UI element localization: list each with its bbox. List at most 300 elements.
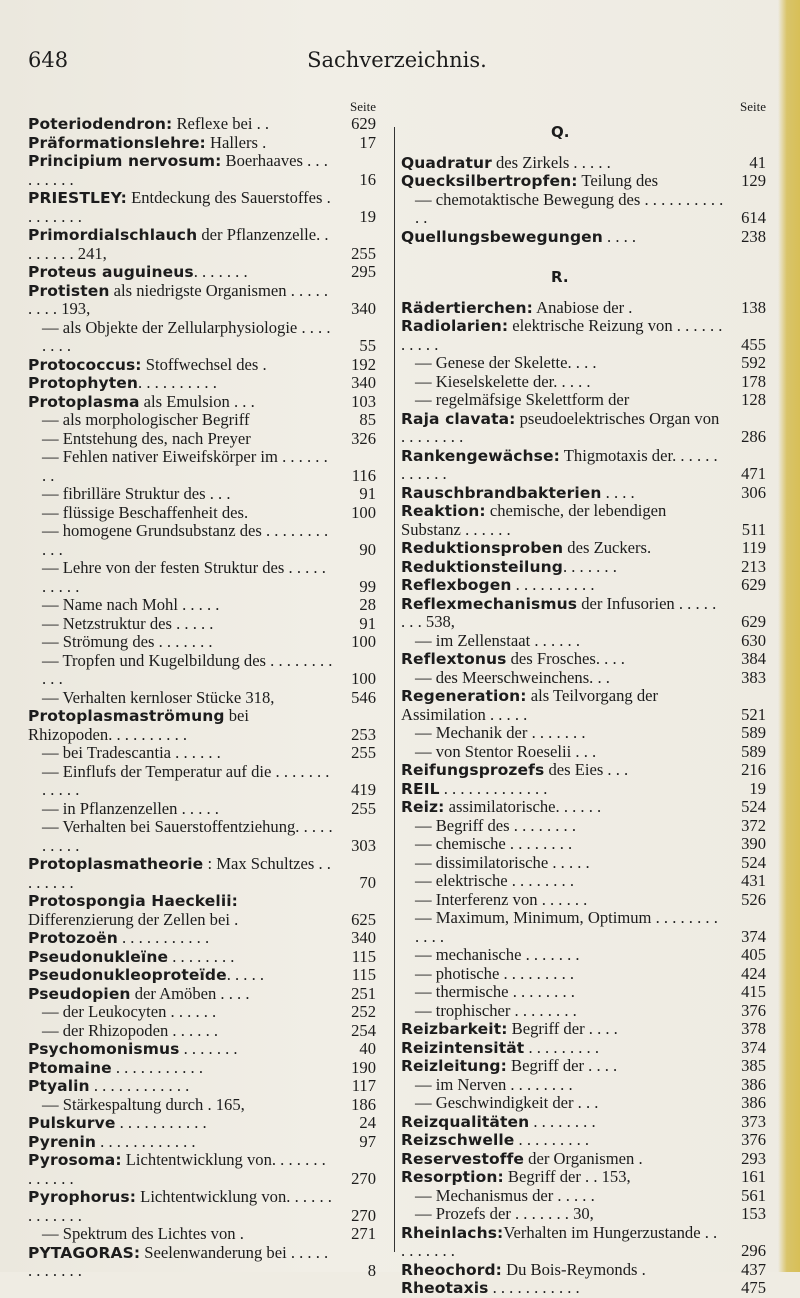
- index-entry: [28, 263, 376, 282]
- entry-page-number: 161: [741, 1167, 766, 1186]
- entry-page-number: 386: [741, 1074, 766, 1094]
- index-entry: [28, 744, 376, 763]
- entry-keyword: Quellungsbewegungen: [401, 227, 603, 246]
- entry-keyword: Ptyalin: [28, 1077, 90, 1095]
- entry-page-number: 286: [741, 427, 766, 446]
- entry-text: [28, 1077, 376, 1096]
- entry-description: — Prozefs der . . . . . . . 30,: [415, 1204, 594, 1223]
- index-entry: [28, 1077, 376, 1096]
- index-entry: [401, 909, 766, 946]
- entry-page-number: 253: [351, 724, 376, 744]
- entry-keyword: Rädertierchen:: [401, 298, 533, 317]
- index-entry: [28, 1040, 376, 1059]
- entry-description: — homogene Grundsubstanz des . . . . . . . . . . .: [42, 521, 329, 559]
- entry-page-number: 91: [359, 484, 376, 503]
- entry-description: — Einflufs der Temperatur auf die . . . . . . . . . . . .: [42, 761, 330, 799]
- entry-text: [401, 835, 766, 854]
- entry-description: chemische, der lebendigen Substanz . . . . . .: [401, 501, 667, 539]
- entry-keyword: Pyrophorus:: [28, 1188, 137, 1206]
- entry-description: — Spektrum des Lichtes von .: [42, 1224, 244, 1243]
- index-entry: [28, 1188, 376, 1225]
- entry-description: — bei Tradescantia . . . . . .: [42, 743, 221, 762]
- entry-page-number: 340: [351, 928, 376, 947]
- entry-description: — mechanische . . . . . . .: [415, 945, 580, 964]
- entry-page-number: 630: [741, 630, 766, 650]
- entry-page-number: 254: [351, 1020, 376, 1040]
- entry-text: [401, 891, 766, 910]
- entry-page-number: 100: [351, 502, 376, 522]
- entry-description: . . . . . . . . .: [524, 1037, 599, 1057]
- entry-keyword: Psychomonismus: [28, 1040, 180, 1058]
- entry-description: . . . . . . . . . . .: [488, 1278, 580, 1297]
- index-entry: [28, 1114, 376, 1133]
- index-entry: [28, 948, 376, 967]
- index-entry: [28, 485, 376, 504]
- entry-text: [28, 615, 376, 634]
- entry-description: der Infusorien . . . . . . . . 538,: [401, 593, 717, 631]
- index-entry: [401, 687, 766, 724]
- entry-page-number: 55: [359, 336, 376, 355]
- entry-page-number: 589: [741, 741, 766, 761]
- index-entry: [401, 317, 766, 354]
- right-column: [401, 98, 766, 1298]
- entry-page-number: 128: [741, 390, 766, 409]
- entry-page-number: 129: [741, 171, 766, 190]
- index-entry: [28, 134, 376, 153]
- entry-text: [401, 228, 766, 247]
- entry-keyword: Protoplasma: [28, 392, 140, 411]
- entry-page-number: 326: [351, 428, 376, 448]
- entry-page-number: 16: [359, 169, 376, 189]
- index-entry: [28, 319, 376, 356]
- entry-keyword: Protophyten: [28, 374, 139, 392]
- entry-description: der Pflanzenzelle. . . . . . . . 241,: [28, 225, 329, 263]
- entry-text: [401, 373, 766, 392]
- entry-text: [401, 780, 766, 799]
- entries-q: [401, 154, 766, 247]
- entry-description: . . . . . . . . .: [514, 1130, 590, 1149]
- entry-text: [28, 374, 376, 393]
- entry-description: Anabiose der .: [532, 297, 633, 317]
- index-entry: [28, 1151, 376, 1188]
- entry-text: [28, 1003, 376, 1022]
- entry-page-number: 373: [741, 1111, 766, 1131]
- entry-description: . . . . . . . . . . .: [117, 928, 210, 947]
- entry-description: — Geschwindigkeit der . . .: [415, 1093, 599, 1112]
- index-entry: [401, 1131, 766, 1150]
- column-header-seite: Seite: [350, 99, 376, 114]
- entry-keyword: Quecksilbertropfen:: [401, 172, 578, 190]
- entry-description: des Eies . . .: [544, 760, 629, 779]
- entry-page-number: 390: [741, 834, 766, 853]
- entry-description: . . . . . . .: [193, 262, 248, 281]
- entry-text: [28, 522, 376, 559]
- entry-keyword: Pseudopien: [28, 984, 131, 1003]
- entry-description: — Verhalten bei Sauerstoffentziehung. . . . . . . . . .: [42, 817, 333, 855]
- index-entry: [28, 855, 376, 892]
- entry-keyword: Protospongia Haeckelii:: [28, 892, 238, 910]
- index-entry: [28, 818, 376, 855]
- entry-keyword: Pyrosoma:: [28, 1151, 122, 1169]
- index-entry: [401, 1113, 766, 1132]
- index-entry: [401, 946, 766, 965]
- entry-keyword: Reizqualitäten: [401, 1112, 530, 1131]
- index-entry: [28, 189, 376, 226]
- entry-text: [401, 1020, 766, 1039]
- entry-page-number: 28: [359, 595, 376, 614]
- entry-text: [401, 909, 766, 946]
- entry-page-number: 270: [351, 1205, 376, 1225]
- entry-page-number: 471: [741, 464, 766, 483]
- entry-description: Teilung des: [577, 171, 659, 190]
- entry-text: [401, 502, 766, 539]
- entry-page-number: 303: [351, 835, 376, 855]
- entry-description: . . . . . . .: [179, 1039, 238, 1058]
- entry-text: [401, 946, 766, 965]
- entry-text: [401, 576, 766, 595]
- entry-description: — des Meerschweinchens. . .: [415, 667, 610, 687]
- entry-page-number: 629: [351, 114, 376, 133]
- entry-page-number: 251: [351, 983, 376, 1003]
- entry-description: . . . . . . . .: [168, 946, 235, 966]
- entry-description: Seelenwanderung bei . . . . . . . . . . . .: [28, 1242, 329, 1280]
- entry-text: [28, 707, 376, 744]
- entry-text: [28, 319, 376, 356]
- entry-text: [28, 763, 376, 800]
- index-entry: [401, 1076, 766, 1095]
- entry-description: — chemotaktische Bewegung des . . . . . . . . . . . .: [415, 189, 724, 227]
- entry-page-number: 546: [351, 687, 376, 707]
- index-entry: [28, 374, 376, 393]
- entry-keyword: Reduktionsproben: [401, 539, 564, 557]
- entry-description: . . . . . . . . . . . . .: [439, 778, 548, 798]
- entry-description: Du Bois-Reymonds .: [501, 1259, 646, 1279]
- index-entry: [401, 595, 766, 632]
- entry-text: [28, 892, 376, 929]
- column-divider: [394, 127, 395, 1252]
- index-entry: [401, 354, 766, 373]
- entry-description: bei Rhizopoden. . . . . . . . . .: [28, 706, 249, 744]
- index-entry: [401, 1039, 766, 1058]
- index-entry: [28, 522, 376, 559]
- entry-keyword: Reaktion:: [401, 502, 486, 520]
- index-entry: [28, 800, 376, 819]
- entry-text: [401, 484, 766, 503]
- index-entry: [401, 1187, 766, 1206]
- entry-page-number: 85: [359, 410, 376, 429]
- entry-text: [401, 1094, 766, 1113]
- running-header: [28, 48, 766, 78]
- entry-page-number: 41: [749, 152, 766, 172]
- entry-description: — als Objekte der Zellularphysiologie . . . . . . . .: [42, 317, 331, 355]
- entry-description: . . . . . . . . . .: [511, 575, 595, 594]
- index-entry: [401, 576, 766, 595]
- entry-description: — elektrische . . . . . . . .: [415, 871, 574, 890]
- entry-text: [28, 689, 376, 708]
- index-entry: [401, 632, 766, 651]
- entry-text: [28, 485, 376, 504]
- index-entry: [28, 282, 376, 319]
- entry-page-number: 8: [367, 1261, 376, 1280]
- entry-description: assimilatorische. . . . . .: [444, 797, 602, 816]
- entry-page-number: 90: [359, 539, 376, 559]
- entry-description: — Mechanik der . . . . . . .: [415, 723, 586, 742]
- entry-page-number: 296: [741, 1241, 766, 1260]
- index-entry: [28, 448, 376, 485]
- entry-description: als Teilvorgang der Assimilation . . . . .: [401, 686, 659, 724]
- entry-text: [401, 761, 766, 780]
- index-entry: [401, 1279, 766, 1298]
- column-header-seite: Seite: [740, 99, 766, 114]
- entry-text: [401, 410, 766, 447]
- entry-description: . . . . .: [226, 965, 265, 984]
- entry-description: . . . . . . . . . . .: [115, 1113, 207, 1132]
- entry-text: [401, 1205, 766, 1224]
- entry-description: . . . . . . . . . . . .: [89, 1076, 190, 1095]
- entry-page-number: 119: [741, 538, 766, 557]
- entry-text: [28, 652, 376, 689]
- entry-page-number: 271: [351, 1224, 376, 1243]
- entry-keyword: Regeneration:: [401, 687, 527, 705]
- index-entry: [401, 835, 766, 854]
- index-entry: [401, 1057, 766, 1076]
- entry-keyword: Radiolarien:: [401, 317, 509, 335]
- entry-page-number: 378: [741, 1019, 766, 1038]
- entry-keyword: Protococcus:: [28, 355, 142, 374]
- entry-text: [401, 1168, 766, 1187]
- entry-text: [401, 632, 766, 651]
- index-entry: [28, 152, 376, 189]
- entry-description: — chemische . . . . . . . .: [415, 834, 573, 853]
- entry-text: [401, 669, 766, 688]
- entry-text: [28, 263, 376, 282]
- entry-page-number: 103: [351, 391, 376, 411]
- entry-page-number: 186: [351, 1094, 376, 1114]
- entry-text: [28, 1133, 376, 1152]
- entry-page-number: 255: [351, 243, 376, 263]
- entry-keyword: Reifungsprozefs: [401, 761, 545, 779]
- entry-keyword: PYTAGORAS:: [28, 1243, 141, 1262]
- index-entry: [401, 780, 766, 799]
- entry-text: [401, 650, 766, 669]
- entry-text: [28, 744, 376, 763]
- entry-keyword: Reduktionsteilung: [401, 557, 563, 576]
- entry-description: . . . . . . . . . . .: [111, 1057, 203, 1077]
- entry-keyword: Principium nervosum:: [28, 152, 222, 170]
- index-entry: [28, 1096, 376, 1115]
- index-entry: [28, 504, 376, 523]
- entry-keyword: Raja clavata:: [401, 409, 516, 428]
- entry-description: Begriff der . . . .: [506, 1056, 618, 1075]
- entry-description: — thermische . . . . . . . .: [415, 982, 575, 1001]
- entry-page-number: 415: [741, 982, 766, 1001]
- entry-description: Stoffwechsel des .: [141, 354, 267, 374]
- entry-description: Thigmotaxis der. . . . . . . . . . . .: [401, 445, 718, 483]
- entry-keyword: Reizbarkeit:: [401, 1020, 508, 1038]
- index-entry: [401, 299, 766, 318]
- entry-page-number: 374: [741, 926, 766, 946]
- entry-page-number: 383: [741, 667, 766, 687]
- entry-page-number: 19: [749, 778, 766, 798]
- entry-text: [401, 354, 766, 373]
- entry-text: [401, 1057, 766, 1076]
- entry-text: [28, 115, 376, 134]
- index-entry: [28, 763, 376, 800]
- entry-text: [28, 985, 376, 1004]
- index-entry: [401, 558, 766, 577]
- entry-description: Reflexe bei . .: [172, 114, 270, 133]
- entry-page-number: 115: [351, 946, 376, 966]
- index-entry: [28, 559, 376, 596]
- entry-text: [401, 1039, 766, 1058]
- entry-text: [28, 411, 376, 430]
- entry-text: [28, 929, 376, 948]
- entry-keyword: Pulskurve: [28, 1114, 116, 1132]
- entry-text: [28, 818, 376, 855]
- entry-page-number: 384: [741, 649, 766, 668]
- entry-text: [401, 798, 766, 817]
- entry-page-number: 340: [351, 373, 376, 392]
- entry-keyword: Reizschwelle: [401, 1131, 515, 1149]
- entry-page-number: 19: [359, 206, 376, 226]
- entry-keyword: Protozoën: [28, 929, 118, 947]
- entry-keyword: Präformationslehre:: [28, 133, 206, 152]
- entry-keyword: REIL: [401, 779, 440, 798]
- entry-keyword: Rheotaxis: [401, 1279, 489, 1297]
- index-entry: [401, 484, 766, 503]
- entry-description: . . . . . . .: [562, 556, 617, 576]
- entry-text: [28, 393, 376, 412]
- index-entry: [28, 1244, 376, 1281]
- entry-keyword: PRIESTLEY:: [28, 189, 127, 207]
- entry-text: [401, 1131, 766, 1150]
- entry-description: — Begriff des . . . . . . . .: [415, 815, 577, 835]
- entry-keyword: Resorption:: [401, 1168, 504, 1186]
- entry-text: [401, 391, 766, 410]
- entry-text: [401, 1261, 766, 1280]
- entry-description: — Entstehung des, nach Preyer: [42, 428, 251, 448]
- entry-text: [28, 1059, 376, 1078]
- entry-description: — trophischer . . . . . . . .: [415, 1000, 577, 1020]
- index-entry: [28, 226, 376, 263]
- entry-page-number: 192: [351, 354, 376, 374]
- index-entry: [401, 172, 766, 191]
- entry-text: [28, 1244, 376, 1281]
- index-entry: [401, 1261, 766, 1280]
- index-entry: [401, 1224, 766, 1261]
- entry-keyword: Ptomaine: [28, 1058, 112, 1077]
- index-entry: [28, 1003, 376, 1022]
- index-entry: [401, 872, 766, 891]
- entry-page-number: 97: [359, 1131, 376, 1151]
- entry-text: [401, 872, 766, 891]
- entry-text: [401, 1279, 766, 1298]
- entry-description: — regelmäfsige Skelettform der: [415, 390, 630, 409]
- index-entry: [28, 411, 376, 430]
- index-entry: [28, 652, 376, 689]
- entry-page-number: 455: [741, 334, 766, 354]
- entry-page-number: 614: [741, 208, 766, 227]
- entry-keyword: Quadratur: [401, 153, 492, 172]
- entry-description: — im Nerven . . . . . . . .: [415, 1074, 573, 1094]
- entry-description: als Emulsion . . .: [139, 391, 255, 411]
- entry-description: — in Pflanzenzellen . . . . .: [42, 798, 219, 818]
- entry-page-number: 70: [359, 872, 376, 892]
- entry-text: [401, 1076, 766, 1095]
- entry-text: [28, 966, 376, 985]
- entry-text: [401, 687, 766, 724]
- index-entry: [28, 356, 376, 375]
- entry-text: [28, 189, 376, 226]
- entry-description: : Max Schultzes . . . . . . . .: [28, 854, 331, 892]
- entry-text: [401, 724, 766, 743]
- entry-keyword: Protoplasmaströmung: [28, 707, 225, 725]
- entry-text: [401, 191, 766, 228]
- entry-text: [28, 800, 376, 819]
- entry-text: [28, 1040, 376, 1059]
- entry-keyword: Pseudonukleïne: [28, 947, 169, 966]
- index-entry: [401, 965, 766, 984]
- entry-description: des Frosches. . . .: [506, 649, 625, 668]
- entry-page-number: 116: [351, 465, 376, 485]
- entry-text: [28, 633, 376, 652]
- entry-keyword: Rauschbrandbakterien: [401, 483, 602, 502]
- entry-text: [28, 356, 376, 375]
- section-letter-r: R.: [551, 268, 569, 286]
- index-entry: [401, 1094, 766, 1113]
- entry-keyword: Reflextonus: [401, 650, 507, 668]
- entry-description: Hallers .: [205, 132, 267, 152]
- entry-keyword: Primordialschlauch: [28, 226, 198, 244]
- entry-page-number: 138: [741, 297, 766, 317]
- entry-description: pseudoelektrisches Organ von . . . . . . . .: [401, 408, 720, 446]
- entry-description: — Netzstruktur des . . . . .: [42, 613, 214, 633]
- index-entry: [401, 798, 766, 817]
- index-entry: [28, 596, 376, 615]
- entries-r: [401, 299, 766, 1298]
- entry-page-number: 115: [351, 965, 376, 984]
- index-entry: [401, 891, 766, 910]
- index-entry: [401, 228, 766, 247]
- entry-text: [28, 152, 376, 189]
- entry-description: — im Zellenstaat . . . . . .: [415, 630, 580, 650]
- entry-description: Verhalten im Hungerzustande . . . . . . . . .: [401, 1222, 718, 1260]
- entry-description: des Zuckers.: [563, 538, 652, 557]
- index-entry: [401, 447, 766, 484]
- entry-description: — Stärkespaltung durch . 165,: [42, 1094, 245, 1114]
- index-entry: [401, 1020, 766, 1039]
- left-column: [28, 98, 376, 1281]
- entry-text: [28, 430, 376, 449]
- entry-description: — Tropfen und Kugelbildung des . . . . . . . . . . .: [42, 650, 333, 688]
- entry-page-number: 100: [351, 669, 376, 688]
- entry-text: [401, 1187, 766, 1206]
- entry-text: [28, 226, 376, 263]
- entry-description: des Zirkels . . . . .: [491, 152, 611, 172]
- entry-page-number: 153: [741, 1204, 766, 1223]
- entry-page-number: 437: [741, 1259, 766, 1279]
- entry-description: Lichtentwicklung von. . . . . . . . . . . . .: [28, 1150, 326, 1188]
- entry-text: [401, 1224, 766, 1261]
- entry-page-number: 629: [741, 575, 766, 594]
- index-entry: [401, 502, 766, 539]
- entry-text: [28, 282, 376, 319]
- entry-description: — dissimilatorische . . . . .: [415, 852, 590, 872]
- entry-page-number: 238: [741, 226, 766, 246]
- entry-page-number: 419: [351, 780, 376, 799]
- index-entry: [401, 854, 766, 873]
- entry-page-number: 293: [741, 1148, 766, 1168]
